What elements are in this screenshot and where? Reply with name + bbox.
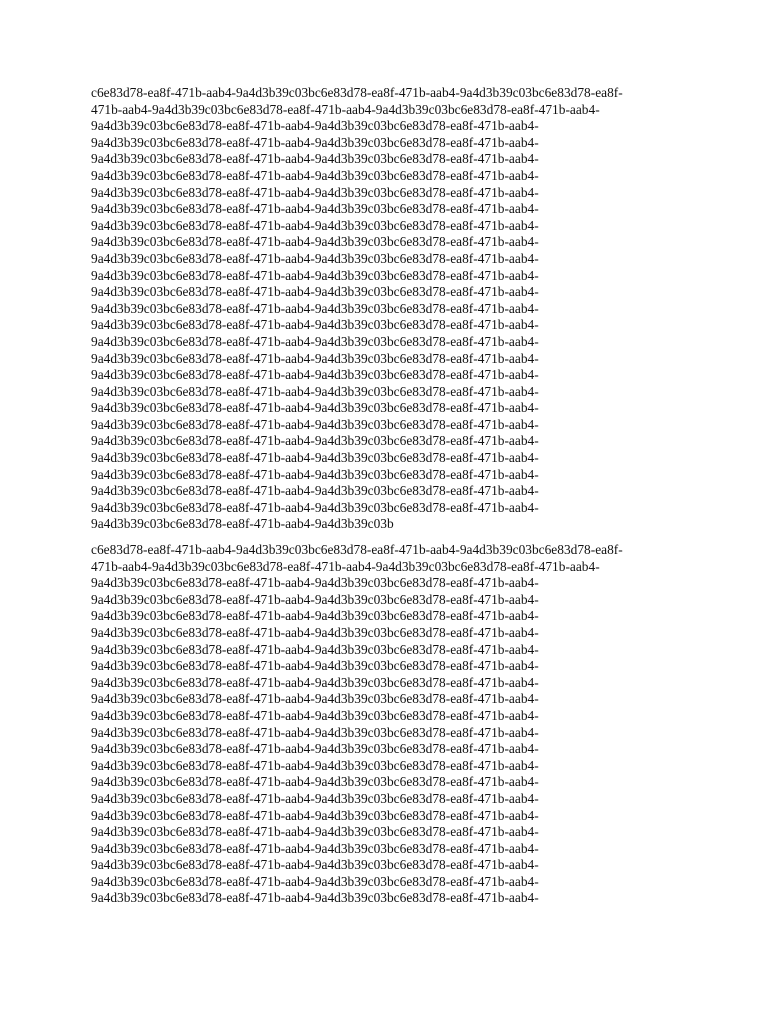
text-line: 9a4d3b39c03bc6e83d78-ea8f-471b-aab4-9a4d3b39c03bc6e83d78-ea8f-471b-aab4- <box>91 466 539 482</box>
text-line: 9a4d3b39c03bc6e83d78-ea8f-471b-aab4-9a4d3b39c03bc6e83d78-ea8f-471b-aab4- <box>91 624 539 640</box>
document-paragraph-1 <box>91 85 623 533</box>
text-line: 9a4d3b39c03bc6e83d78-ea8f-471b-aab4-9a4d3b39c03bc6e83d78-ea8f-471b-aab4- <box>91 483 539 499</box>
text-line: 9a4d3b39c03bc6e83d78-ea8f-471b-aab4-9a4d3b39c03bc6e83d78-ea8f-471b-aab4- <box>91 118 539 134</box>
text-line: 9a4d3b39c03bc6e83d78-ea8f-471b-aab4-9a4d3b39c03bc6e83d78-ea8f-471b-aab4- <box>91 890 539 906</box>
text-line: 9a4d3b39c03bc6e83d78-ea8f-471b-aab4-9a4d3b39c03bc6e83d78-ea8f-471b-aab4- <box>91 350 539 366</box>
text-line: 9a4d3b39c03bc6e83d78-ea8f-471b-aab4-9a4d3b39c03bc6e83d78-ea8f-471b-aab4- <box>91 757 539 773</box>
text-line: 471b-aab4-9a4d3b39c03bc6e83d78-ea8f-471b-aab4-9a4d3b39c03bc6e83d78-ea8f-471b-aab4- <box>91 558 600 574</box>
text-line: 9a4d3b39c03bc6e83d78-ea8f-471b-aab4-9a4d3b39c03bc6e83d78-ea8f-471b-aab4- <box>91 416 539 432</box>
text-line: 9a4d3b39c03bc6e83d78-ea8f-471b-aab4-9a4d3b39c03bc6e83d78-ea8f-471b-aab4- <box>91 333 539 349</box>
text-line: 9a4d3b39c03bc6e83d78-ea8f-471b-aab4-9a4d3b39c03bc6e83d78-ea8f-471b-aab4- <box>91 873 539 889</box>
text-line: 9a4d3b39c03bc6e83d78-ea8f-471b-aab4-9a4d3b39c03bc6e83d78-ea8f-471b-aab4- <box>91 184 539 200</box>
text-line: 9a4d3b39c03bc6e83d78-ea8f-471b-aab4-9a4d3b39c03bc6e83d78-ea8f-471b-aab4- <box>91 807 539 823</box>
text-line: 9a4d3b39c03bc6e83d78-ea8f-471b-aab4-9a4d3b39c03bc6e83d78-ea8f-471b-aab4- <box>91 450 539 466</box>
text-line: c6e83d78-ea8f-471b-aab4-9a4d3b39c03bc6e83d78-ea8f-471b-aab4-9a4d3b39c03bc6e83d78-ea8f- <box>91 85 623 100</box>
text-line: 9a4d3b39c03bc6e83d78-ea8f-471b-aab4-9a4d3b39c03bc6e83d78-ea8f-471b-aab4- <box>91 575 539 591</box>
text-line: 9a4d3b39c03bc6e83d78-ea8f-471b-aab4-9a4d3b39c03bc6e83d78-ea8f-471b-aab4- <box>91 658 539 674</box>
text-line: 9a4d3b39c03bc6e83d78-ea8f-471b-aab4-9a4d3b39c03bc6e83d78-ea8f-471b-aab4- <box>91 284 539 300</box>
text-line: 9a4d3b39c03bc6e83d78-ea8f-471b-aab4-9a4d3b39c03bc6e83d78-ea8f-471b-aab4- <box>91 774 539 790</box>
text-line: 9a4d3b39c03bc6e83d78-ea8f-471b-aab4-9a4d3b39c03bc6e83d78-ea8f-471b-aab4- <box>91 167 539 183</box>
text-line: 9a4d3b39c03bc6e83d78-ea8f-471b-aab4-9a4d3b39c03bc6e83d78-ea8f-471b-aab4- <box>91 724 539 740</box>
text-line: 9a4d3b39c03bc6e83d78-ea8f-471b-aab4-9a4d3b39c03bc6e83d78-ea8f-471b-aab4- <box>91 499 539 515</box>
text-line: 9a4d3b39c03bc6e83d78-ea8f-471b-aab4-9a4d3b39c03bc6e83d78-ea8f-471b-aab4- <box>91 433 539 449</box>
text-line: 9a4d3b39c03bc6e83d78-ea8f-471b-aab4-9a4d3b39c03bc6e83d78-ea8f-471b-aab4- <box>91 641 539 657</box>
text-line: 9a4d3b39c03bc6e83d78-ea8f-471b-aab4-9a4d3b39c03bc6e83d78-ea8f-471b-aab4- <box>91 317 539 333</box>
text-line: 9a4d3b39c03bc6e83d78-ea8f-471b-aab4-9a4d3b39c03b <box>91 516 394 532</box>
text-line: 9a4d3b39c03bc6e83d78-ea8f-471b-aab4-9a4d3b39c03bc6e83d78-ea8f-471b-aab4- <box>91 824 539 840</box>
text-line: 9a4d3b39c03bc6e83d78-ea8f-471b-aab4-9a4d3b39c03bc6e83d78-ea8f-471b-aab4- <box>91 217 539 233</box>
text-line: 9a4d3b39c03bc6e83d78-ea8f-471b-aab4-9a4d3b39c03bc6e83d78-ea8f-471b-aab4- <box>91 608 539 624</box>
text-line: 9a4d3b39c03bc6e83d78-ea8f-471b-aab4-9a4d3b39c03bc6e83d78-ea8f-471b-aab4- <box>91 383 539 399</box>
text-line: 471b-aab4-9a4d3b39c03bc6e83d78-ea8f-471b-aab4-9a4d3b39c03bc6e83d78-ea8f-471b-aab4- <box>91 101 600 117</box>
text-line: 9a4d3b39c03bc6e83d78-ea8f-471b-aab4-9a4d3b39c03bc6e83d78-ea8f-471b-aab4- <box>91 674 539 690</box>
text-line: 9a4d3b39c03bc6e83d78-ea8f-471b-aab4-9a4d3b39c03bc6e83d78-ea8f-471b-aab4- <box>91 857 539 873</box>
text-line: 9a4d3b39c03bc6e83d78-ea8f-471b-aab4-9a4d3b39c03bc6e83d78-ea8f-471b-aab4- <box>91 250 539 266</box>
text-line: 9a4d3b39c03bc6e83d78-ea8f-471b-aab4-9a4d3b39c03bc6e83d78-ea8f-471b-aab4- <box>91 300 539 316</box>
text-line: 9a4d3b39c03bc6e83d78-ea8f-471b-aab4-9a4d3b39c03bc6e83d78-ea8f-471b-aab4- <box>91 591 539 607</box>
text-line: 9a4d3b39c03bc6e83d78-ea8f-471b-aab4-9a4d3b39c03bc6e83d78-ea8f-471b-aab4- <box>91 151 539 167</box>
text-line: 9a4d3b39c03bc6e83d78-ea8f-471b-aab4-9a4d3b39c03bc6e83d78-ea8f-471b-aab4- <box>91 707 539 723</box>
text-line: c6e83d78-ea8f-471b-aab4-9a4d3b39c03bc6e83d78-ea8f-471b-aab4-9a4d3b39c03bc6e83d78-ea8f- <box>91 542 623 557</box>
text-line: 9a4d3b39c03bc6e83d78-ea8f-471b-aab4-9a4d3b39c03bc6e83d78-ea8f-471b-aab4- <box>91 267 539 283</box>
text-line: 9a4d3b39c03bc6e83d78-ea8f-471b-aab4-9a4d3b39c03bc6e83d78-ea8f-471b-aab4- <box>91 367 539 383</box>
text-line: 9a4d3b39c03bc6e83d78-ea8f-471b-aab4-9a4d3b39c03bc6e83d78-ea8f-471b-aab4- <box>91 201 539 217</box>
text-line: 9a4d3b39c03bc6e83d78-ea8f-471b-aab4-9a4d3b39c03bc6e83d78-ea8f-471b-aab4- <box>91 400 539 416</box>
text-line: 9a4d3b39c03bc6e83d78-ea8f-471b-aab4-9a4d3b39c03bc6e83d78-ea8f-471b-aab4- <box>91 790 539 806</box>
text-line: 9a4d3b39c03bc6e83d78-ea8f-471b-aab4-9a4d3b39c03bc6e83d78-ea8f-471b-aab4- <box>91 840 539 856</box>
text-line: 9a4d3b39c03bc6e83d78-ea8f-471b-aab4-9a4d3b39c03bc6e83d78-ea8f-471b-aab4- <box>91 691 539 707</box>
text-line: 9a4d3b39c03bc6e83d78-ea8f-471b-aab4-9a4d3b39c03bc6e83d78-ea8f-471b-aab4- <box>91 234 539 250</box>
text-line: 9a4d3b39c03bc6e83d78-ea8f-471b-aab4-9a4d3b39c03bc6e83d78-ea8f-471b-aab4- <box>91 134 539 150</box>
document-paragraph-2 <box>91 542 623 907</box>
text-line: 9a4d3b39c03bc6e83d78-ea8f-471b-aab4-9a4d3b39c03bc6e83d78-ea8f-471b-aab4- <box>91 741 539 757</box>
